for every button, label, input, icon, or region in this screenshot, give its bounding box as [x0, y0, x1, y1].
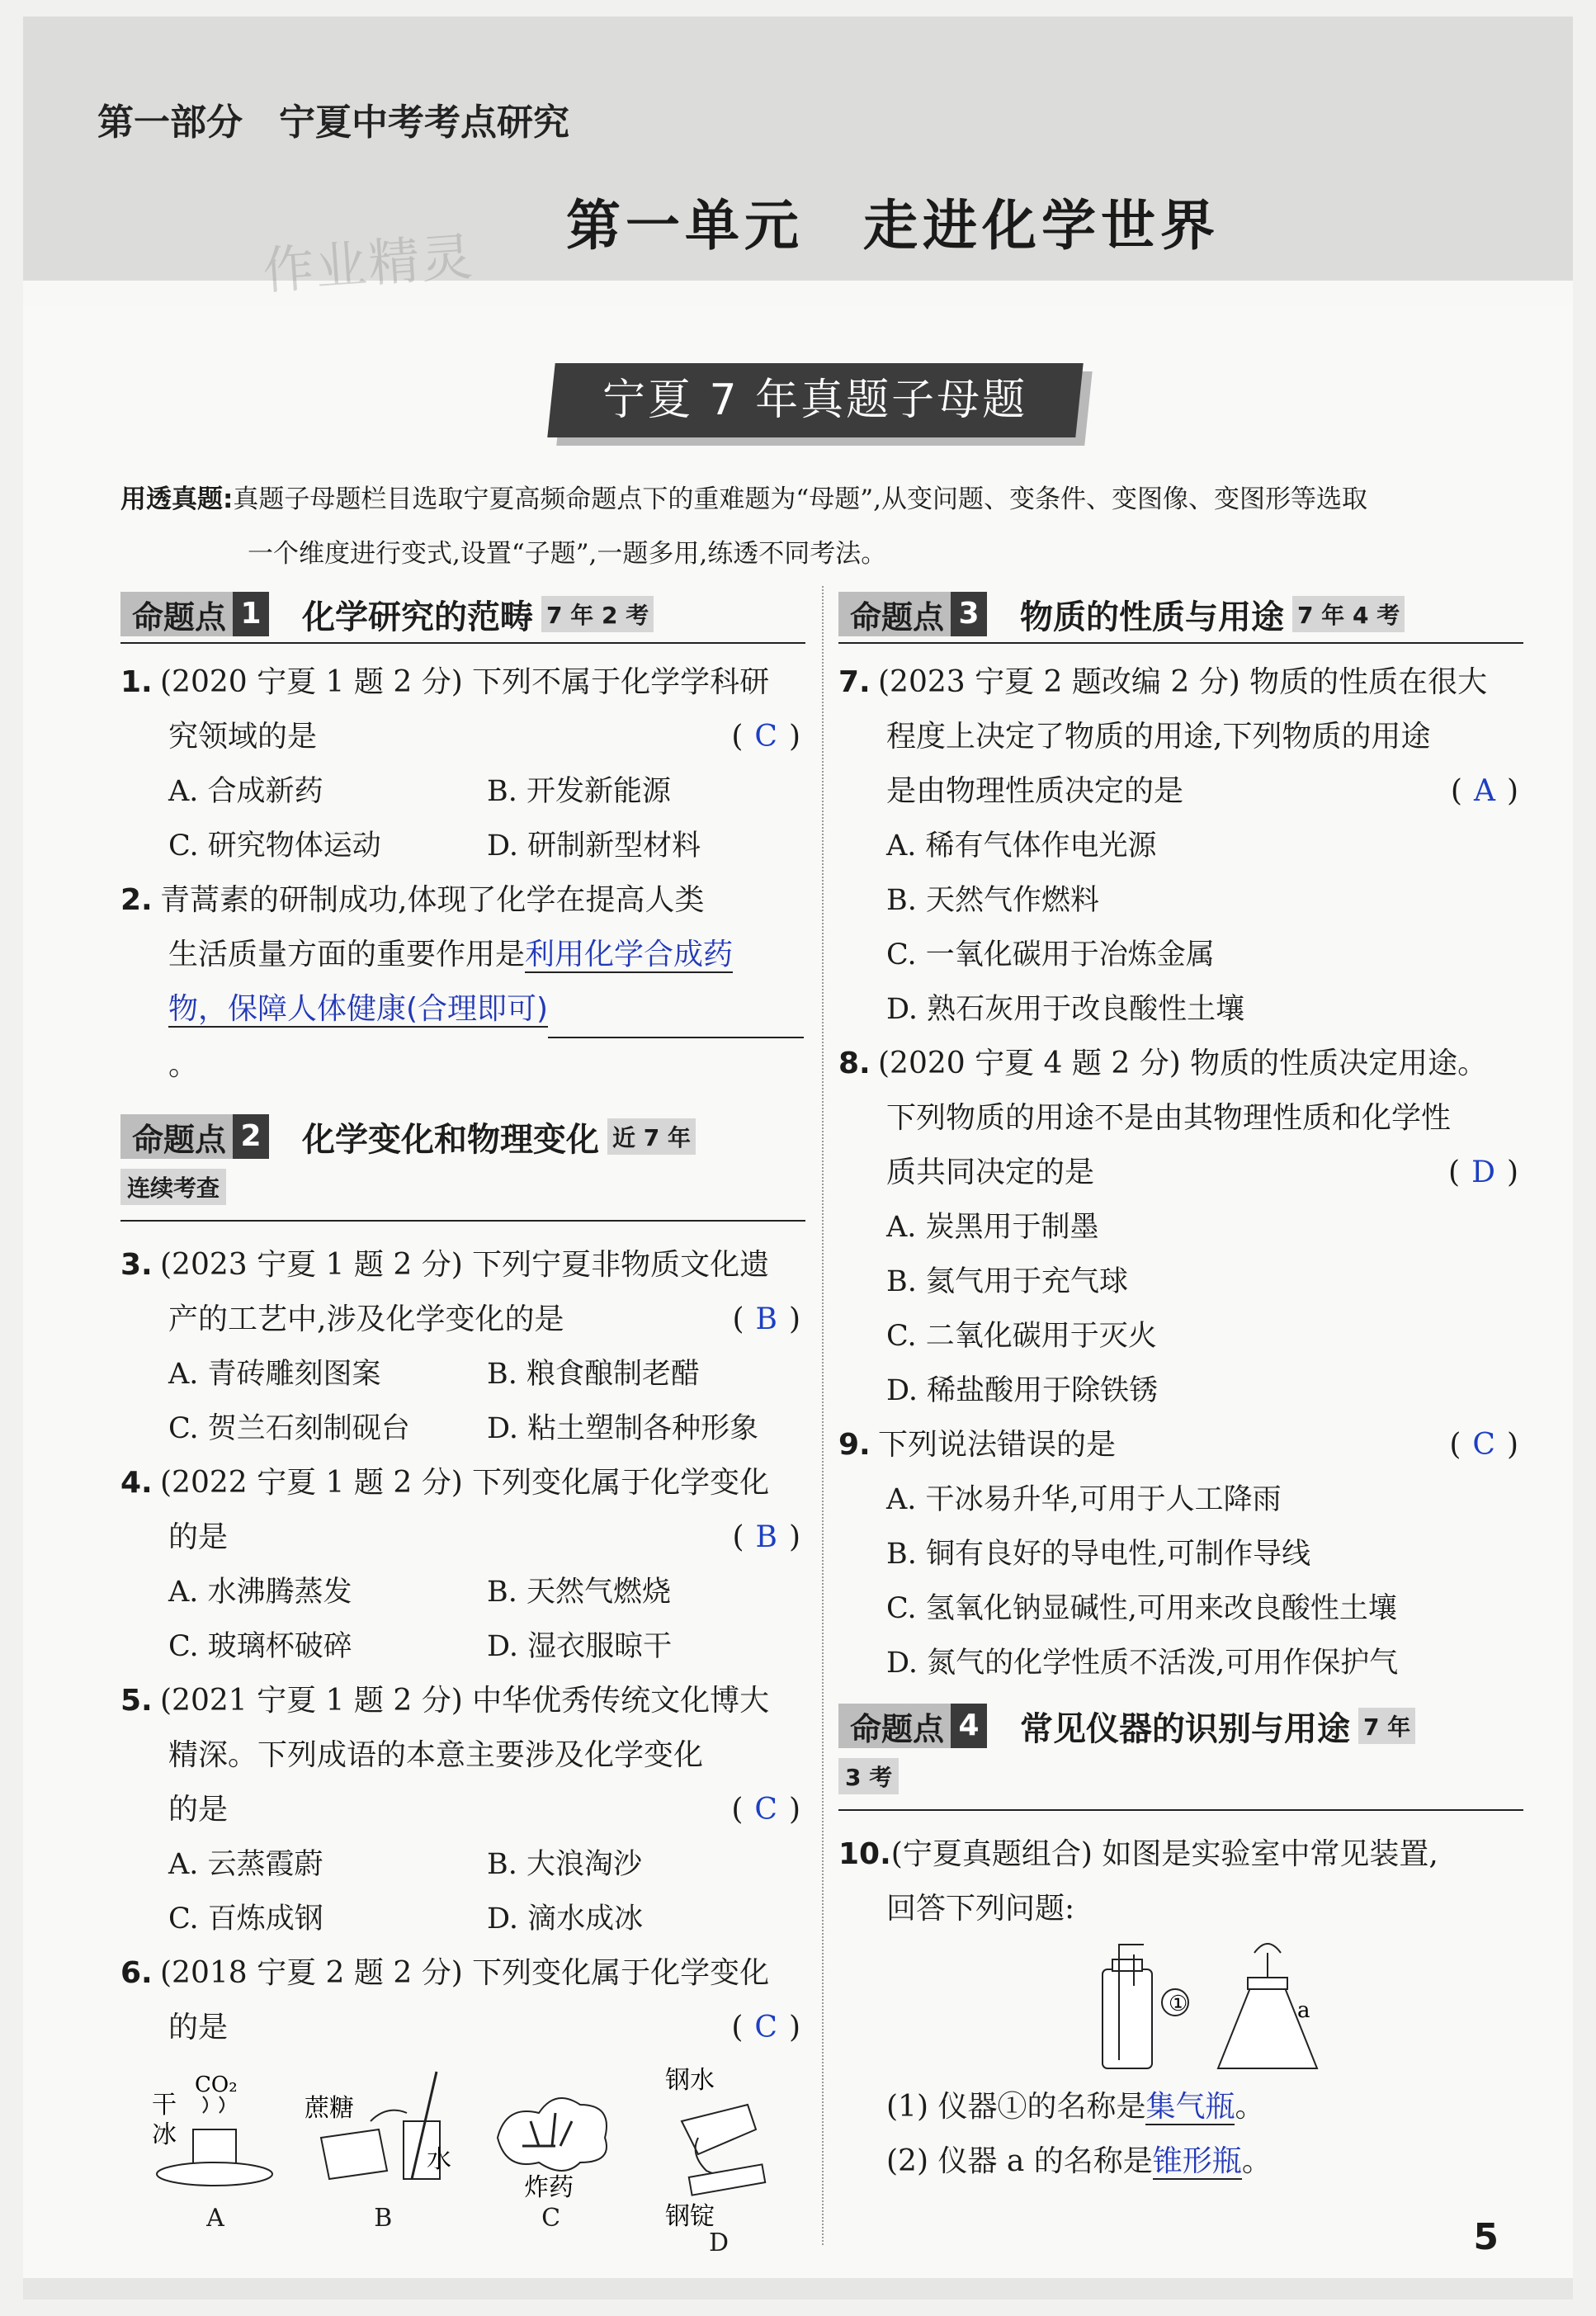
question-text: (2018 宁夏 2 题 2 分) 下列变化属于化学变化 [160, 1956, 770, 1990]
question-text-2: 程度上决定了物质的用途,下列物质的用途 [886, 720, 1431, 754]
banner-text: 宁夏 7 年真题子母题 [602, 376, 1028, 425]
question-text: (2020 宁夏 1 题 2 分) 下列不属于化学学科研 [160, 665, 770, 699]
option-d: D. 粘土塑制各种形象 [487, 1412, 759, 1445]
unit-title: 第一单元 走进化学世界 [566, 194, 1220, 258]
option-b: B. 大浪淘沙 [487, 1848, 642, 1881]
options-4 [120, 1565, 805, 1674]
option-a: A. 青砖雕刻图案 [168, 1358, 381, 1391]
topic-number: 2 [233, 1114, 269, 1159]
option-a: A. 云蒸霞蔚 [168, 1848, 323, 1881]
intro-lead: 用透真题: [120, 484, 234, 514]
option-b: B. 开发新能源 [487, 775, 671, 808]
answer-bracket: ( C ) [731, 1793, 800, 1827]
section-banner [547, 363, 1083, 437]
fig-b-text-1: 蔗糖 [305, 2094, 355, 2123]
fig-b-text-2: 水 [427, 2145, 452, 2174]
molten-steel-illustration [649, 2063, 789, 2229]
option-b: B. 氦气用于充气球 [886, 1265, 1128, 1298]
figure-a-label: A [206, 2204, 224, 2233]
topic-tag-label: 命题点 [850, 1710, 945, 1747]
topic-title: 化学变化和物理变化 [302, 1120, 600, 1159]
question-text: (2023 宁夏 1 题 2 分) 下列宁夏非物质文化遗 [160, 1248, 770, 1282]
topic-number: 4 [951, 1704, 987, 1748]
option-d: D. 氮气的化学性质不活泼,可用作保护气 [886, 1647, 1399, 1680]
topic-frequency: 7 年 [1358, 1708, 1415, 1744]
question-text-2: 的是 [168, 1520, 229, 1554]
fill-answer: 锥形瓶 [1152, 2144, 1242, 2178]
question-number: 3. [120, 1248, 153, 1282]
q10-part-2 [838, 2134, 1523, 2189]
question-text-2: 的是 [168, 2011, 229, 2044]
question-number: 5. [120, 1684, 153, 1718]
topic-2 [120, 1109, 805, 1222]
part-title: 第一部分 宁夏中考考点研究 [97, 102, 569, 144]
answer: A [1473, 774, 1495, 808]
option-d: D. 滴水成冰 [487, 1902, 644, 1936]
question-text: (2021 宁夏 1 题 2 分) 中华优秀传统文化博大 [160, 1684, 770, 1718]
question-text-3: 的是 [168, 1793, 229, 1827]
answer-bracket: ( C ) [731, 2011, 800, 2044]
topic-tag [838, 592, 987, 636]
fill-answer-2: 物，保障人体健康(合理即可) [168, 992, 549, 1026]
option-c: C. 贺兰石刻制砚台 [168, 1412, 410, 1445]
answer: B [755, 1302, 777, 1336]
topic-title: 物质的性质与用途 [1020, 598, 1285, 636]
question-10 [838, 1827, 1523, 1936]
figure-b [305, 2063, 461, 2257]
figure-d [640, 2063, 797, 2257]
question-number: 1. [120, 665, 153, 699]
option-b: B. 天然气作燃料 [886, 884, 1099, 917]
question-text: 下列说法错误的是 [878, 1428, 1117, 1462]
topic-3 [838, 586, 1523, 644]
figure-d-label: D [708, 2229, 730, 2257]
right-column [838, 586, 1523, 2189]
answer-bracket: ( B ) [732, 1520, 800, 1554]
option-c: C. 玻璃杯破碎 [168, 1630, 352, 1663]
question-text: (宁夏真题组合) 如图是实验室中常见装置, [890, 1837, 1438, 1871]
fill-answer: 利用化学合成药 [525, 938, 734, 971]
question-text-2: 产的工艺中,涉及化学变化的是 [168, 1302, 564, 1336]
question-text-2: 生活质量方面的重要作用是 [168, 938, 526, 971]
answer-bracket: ( C ) [1449, 1428, 1518, 1462]
answer-bracket: ( A ) [1450, 774, 1518, 808]
explosive-illustration [473, 2063, 630, 2204]
question-number: 4. [120, 1466, 153, 1500]
apparatus-label-2: a [1297, 1998, 1310, 2023]
header-band [23, 17, 1573, 301]
question-number: 6. [120, 1956, 153, 1990]
question-text: (2023 宁夏 2 题改编 2 分) 物质的性质在很大 [878, 665, 1488, 699]
option-c: C. 二氧化碳用于灭火 [886, 1320, 1157, 1353]
question-text: (2020 宁夏 4 题 2 分) 物质的性质决定用途。 [878, 1047, 1488, 1080]
intro-line2: 一个维度进行变式,设置“子题”,一题多用,练透不同考法。 [248, 539, 887, 569]
options-1 [120, 764, 805, 873]
topic-1 [120, 586, 805, 644]
option-d: D. 熟石灰用于改良酸性土壤 [886, 993, 1245, 1026]
part-2-text: (2) 仪器 a 的名称是 [886, 2144, 1153, 2178]
fig-a-text-2: 冰 [152, 2120, 177, 2149]
question-number: 8. [838, 1047, 871, 1080]
fig-a-text-3: CO₂ [195, 2073, 238, 2097]
answer-bracket: ( D ) [1448, 1156, 1518, 1189]
figure-c-label: C [541, 2204, 561, 2233]
fig-c-text-1: 炸药 [523, 2173, 574, 2202]
page [23, 17, 1573, 2299]
question-9 [838, 1418, 1523, 1472]
answer-bracket: ( B ) [732, 1302, 800, 1336]
question-text: (2022 宁夏 1 题 2 分) 下列变化属于化学变化 [160, 1466, 770, 1500]
option-d: D. 稀盐酸用于除铁锈 [886, 1374, 1159, 1407]
fig-d-text-2: 钢锭 [664, 2202, 715, 2229]
question-text: 青蒿素的研制成功,体现了化学在提高人类 [160, 883, 705, 917]
question-5 [120, 1674, 805, 1837]
answer: C [754, 2011, 777, 2044]
topic-frequency: 7 年 2 考 [541, 596, 654, 632]
question-1 [120, 655, 805, 764]
option-b: B. 天然气燃烧 [487, 1576, 671, 1609]
figure-b-label: B [374, 2204, 393, 2233]
question-text-2: 回答下列问题: [886, 1892, 1075, 1926]
lab-apparatus-illustration [1086, 1936, 1350, 2077]
option-d: D. 湿衣服晾干 [487, 1630, 673, 1663]
period: 。 [1241, 2144, 1272, 2178]
page-number: 5 [1473, 2216, 1499, 2258]
question-text-2: 精深。下列成语的本意主要涉及化学变化 [168, 1738, 704, 1772]
option-c: C. 氢氧化钠显碱性,可用来改良酸性土壤 [886, 1592, 1397, 1625]
figure-a [137, 2063, 294, 2257]
option-b: B. 粮食酿制老醋 [487, 1358, 700, 1391]
question-number: 9. [838, 1428, 871, 1462]
option-a: A. 干冰易升华,可用于人工降雨 [886, 1483, 1282, 1516]
question-4 [120, 1456, 805, 1565]
topic-frequency-2: 连续考查 [120, 1169, 226, 1205]
question-number: 10. [838, 1837, 891, 1871]
q10-part-1 [838, 2080, 1523, 2134]
topic-4 [838, 1699, 1523, 1811]
options-3 [120, 1347, 805, 1456]
topic-tag [838, 1704, 987, 1748]
answer: D [1471, 1156, 1495, 1189]
bottom-band [23, 2278, 1573, 2299]
topic-tag [120, 592, 269, 636]
question-2 [120, 873, 805, 1093]
answer: C [754, 1793, 777, 1827]
topic-number: 3 [951, 592, 987, 636]
topic-tag-label: 命题点 [132, 1121, 227, 1158]
answer: B [755, 1520, 777, 1554]
figure-c [473, 2063, 630, 2257]
intro [120, 472, 1540, 581]
question-text-3: 质共同决定的是 [886, 1156, 1095, 1189]
question-6 [120, 1946, 805, 2055]
left-column [120, 586, 805, 2257]
question-7 [838, 655, 1523, 819]
period: 。 [1235, 2090, 1265, 2124]
watermark: 作业精灵 [261, 226, 476, 301]
period: 。 [168, 1048, 199, 1082]
apparatus-label-1: ① [1169, 1992, 1188, 2016]
option-a: A. 水沸腾蒸发 [168, 1576, 352, 1609]
option-d: D. 研制新型材料 [487, 830, 701, 863]
option-a: A. 稀有气体作电光源 [886, 830, 1157, 863]
question-text-2: 究领域的是 [168, 720, 318, 754]
sugar-dissolving-illustration [305, 2063, 461, 2204]
answer-bracket: ( C ) [731, 720, 800, 754]
intro-line1: 真题子母题栏目选取宁夏高频命题点下的重难题为“母题”,从变问题、变条件、变图像、变图形等选取 [233, 484, 1367, 514]
option-c: C. 百炼成钢 [168, 1902, 323, 1936]
question-text-3: 是由物理性质决定的是 [886, 774, 1184, 808]
topic-tag-label: 命题点 [850, 598, 945, 636]
column-divider [822, 586, 824, 2245]
question-8 [838, 1037, 1523, 1200]
topic-frequency: 7 年 4 考 [1292, 596, 1405, 632]
options-5 [120, 1837, 805, 1946]
dry-ice-illustration [145, 2063, 286, 2204]
topic-frequency: 近 7 年 [607, 1118, 696, 1155]
answer: C [1472, 1428, 1495, 1462]
question-number: 7. [838, 665, 871, 699]
apparatus-figure [838, 1936, 1523, 2080]
topic-title: 常见仪器的识别与用途 [1020, 1709, 1351, 1748]
option-a: A. 炭黑用于制墨 [886, 1211, 1099, 1244]
answer: C [754, 720, 777, 754]
topic-number: 1 [233, 592, 269, 636]
topic-tag [120, 1114, 269, 1159]
fill-answer: 集气瓶 [1145, 2090, 1235, 2124]
fig-d-text-1: 钢水 [664, 2066, 715, 2095]
question-3 [120, 1238, 805, 1347]
option-b: B. 铜有良好的导电性,可制作导线 [886, 1538, 1311, 1571]
topic-frequency-2: 3 考 [838, 1758, 899, 1794]
option-c: C. 一氧化碳用于冶炼金属 [886, 938, 1215, 971]
q6-figures [120, 2055, 805, 2257]
fig-a-text-1: 干 [152, 2091, 177, 2120]
option-c: C. 研究物体运动 [168, 830, 381, 863]
option-a: A. 合成新药 [168, 775, 323, 808]
topic-title: 化学研究的范畴 [302, 598, 534, 636]
question-text-2: 下列物质的用途不是由其物理性质和化学性 [886, 1101, 1452, 1135]
question-number: 2. [120, 883, 153, 917]
topic-tag-label: 命题点 [132, 598, 227, 636]
part-1-text: (1) 仪器①的名称是 [886, 2090, 1146, 2124]
